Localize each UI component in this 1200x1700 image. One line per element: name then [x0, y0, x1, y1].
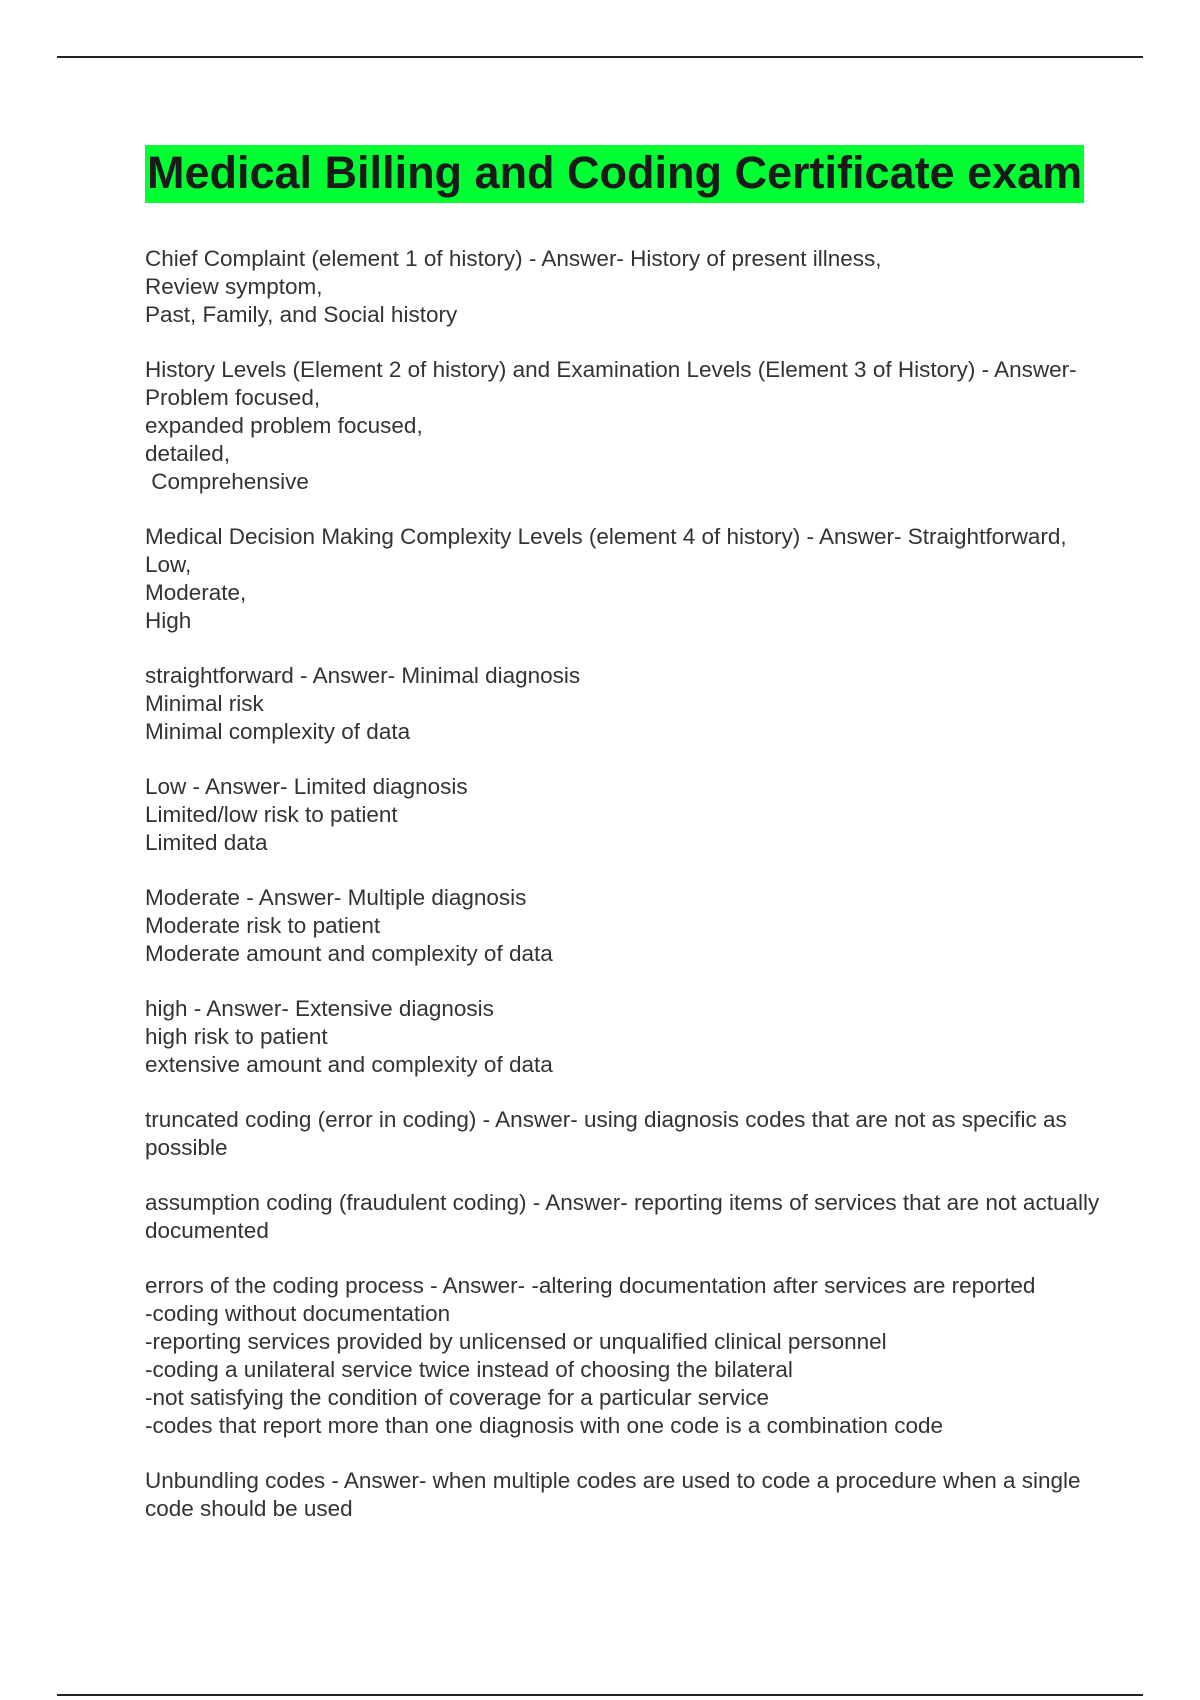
qa-line: code should be used [145, 1496, 353, 1521]
qa-line: high - Answer- Extensive diagnosis [145, 996, 494, 1021]
qa-entry-assumption-coding [145, 1189, 1175, 1245]
qa-line: Medical Decision Making Complexity Levels (element 4 of history) - Answer- Straightforward, [145, 524, 1067, 549]
qa-line: high risk to patient [145, 1024, 328, 1049]
qa-entry-truncated-coding [145, 1106, 1175, 1162]
qa-line: -not satisfying the condition of coverage for a particular service [145, 1385, 770, 1410]
qa-line: High [145, 608, 192, 633]
qa-line: Moderate amount and complexity of data [145, 941, 553, 966]
qa-line: truncated coding (error in coding) - Answer- using diagnosis codes that are not as specific as [145, 1107, 1067, 1132]
qa-line: -coding without documentation [145, 1301, 451, 1326]
qa-line: Moderate, [145, 580, 247, 605]
qa-line: Minimal complexity of data [145, 719, 411, 744]
footer-rule [57, 1694, 1143, 1696]
qa-entry-high [145, 995, 1175, 1079]
qa-entry-coding-errors [145, 1272, 1175, 1440]
document-title: Medical Billing and Coding Certificate exam [145, 145, 1084, 203]
qa-line: errors of the coding process - Answer- -altering documentation after services are reported [145, 1273, 1036, 1298]
document-body [145, 145, 1175, 1550]
qa-entry-chief-complaint [145, 245, 1175, 329]
qa-line: Low, [145, 552, 192, 577]
qa-line: Limited/low risk to patient [145, 802, 398, 827]
qa-line: Moderate risk to patient [145, 913, 381, 938]
qa-line: Unbundling codes - Answer- when multiple codes are used to code a procedure when a single [145, 1468, 1081, 1493]
qa-entry-low [145, 773, 1175, 857]
qa-line: Minimal risk [145, 691, 264, 716]
qa-entry-straightforward [145, 662, 1175, 746]
qa-line: Low - Answer- Limited diagnosis [145, 774, 468, 799]
qa-line: documented [145, 1218, 269, 1243]
qa-line: Comprehensive [145, 469, 309, 494]
qa-line: straightforward - Answer- Minimal diagnosis [145, 663, 581, 688]
qa-line: expanded problem focused, [145, 413, 423, 438]
qa-entry-moderate [145, 884, 1175, 968]
qa-line: Review symptom, [145, 274, 323, 299]
qa-line: Past, Family, and Social history [145, 302, 458, 327]
qa-line: possible [145, 1135, 228, 1160]
qa-entry-history-levels [145, 356, 1175, 496]
qa-line: detailed, [145, 441, 231, 466]
header-rule [57, 56, 1143, 58]
qa-line: Limited data [145, 830, 268, 855]
qa-line: History Levels (Element 2 of history) and Examination Levels (Element 3 of History) - Answer- [145, 357, 1077, 382]
qa-entry-unbundling-codes [145, 1467, 1175, 1523]
qa-list [145, 245, 1175, 1523]
qa-line: -reporting services provided by unlicensed or unqualified clinical personnel [145, 1329, 887, 1354]
qa-line: extensive amount and complexity of data [145, 1052, 553, 1077]
qa-line: -coding a unilateral service twice instead of choosing the bilateral [145, 1357, 793, 1382]
qa-line: Chief Complaint (element 1 of history) - Answer- History of present illness, [145, 246, 882, 271]
qa-line: -codes that report more than one diagnosis with one code is a combination code [145, 1413, 943, 1438]
qa-line: Moderate - Answer- Multiple diagnosis [145, 885, 527, 910]
qa-line: assumption coding (fraudulent coding) - Answer- reporting items of services that are not actually [145, 1190, 1100, 1215]
qa-line: Problem focused, [145, 385, 321, 410]
qa-entry-mdm-levels [145, 523, 1175, 635]
